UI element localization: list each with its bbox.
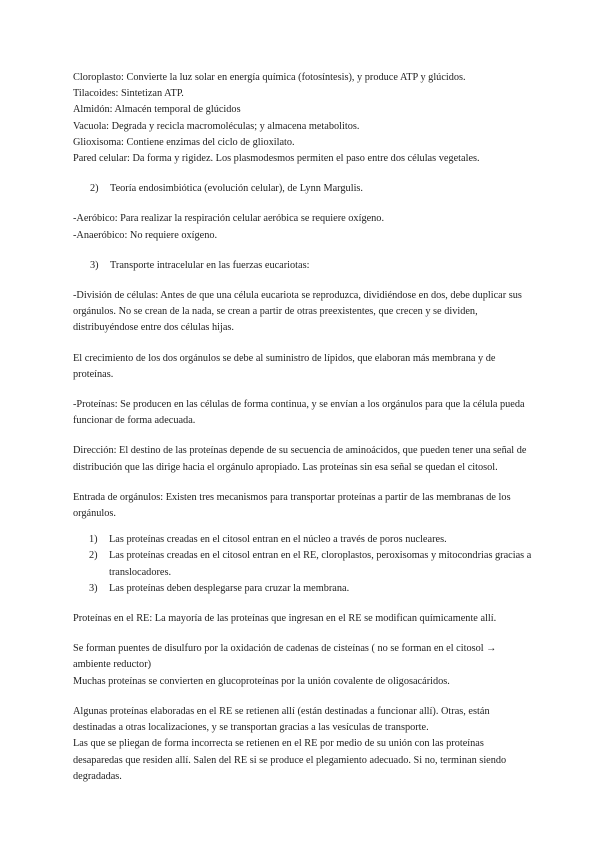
paragraph-retenidas: Algunas proteínas elaboradas en el RE se retienen allí (están destinadas a funcionar allí). Otras, están destinadas a otras localizaciones, y se transportan gracias a las vesículas de transporte. (73, 705, 490, 734)
paragraph-proteinas: -Proteínas: Se producen en las células de forma continua, y se envían a los orgánulos para que la célula pueda funcionar de forma adecuada. (73, 399, 525, 427)
list-item (89, 548, 533, 580)
list-item-number: 1) (89, 534, 98, 546)
document-page (73, 70, 533, 785)
section-number: 2) (90, 183, 99, 195)
text-line-vacuola: Vacuola: Degrada y recicla macromoléculas; y almacena metabolitos. (73, 120, 360, 132)
paragraph-crecimiento: El crecimiento de los dos orgánulos se debe al suministro de lípidos, que elaboran más membrana y de proteínas. (73, 352, 496, 380)
list-item-text: Las proteínas deben desplegarse para cruzar la membrana. (109, 582, 350, 594)
paragraph-pliegan: Las que se pliegan de forma incorrecta se retienen en el RE por medio de su unión con las proteínas desaparedas que residen allí. Salen del RE si se produce el plegamiento adecuado. Si no, terminan siendo degradadas. (73, 738, 507, 782)
paragraph-entrada: Entrada de orgánulos: Existen tres mecanismos para transportar proteínas a partir de las membranas de los orgánulos. (73, 491, 511, 520)
section-number: 3) (90, 259, 99, 271)
list-item (89, 532, 533, 548)
text-line-cloroplasto: Cloroplasto: Convierte la luz solar en energía química (fotosíntesis), y produce ATP y glúcidos. (73, 72, 466, 83)
text-line-almidon: Almidón: Almacén temporal de glúcidos (73, 104, 241, 116)
list-item (89, 581, 533, 597)
list-item-number: 3) (89, 582, 98, 594)
text-line-anaerobico: -Anaeróbico: No requiere oxígeno. (73, 229, 218, 241)
section-heading-3 (90, 258, 533, 274)
organelle-definitions (73, 70, 533, 167)
section-title: Transporte intracelular en las fuerzas eucariotas: (110, 259, 310, 271)
list-item-text: Las proteínas creadas en el citosol entran en el núcleo a través de poros nucleares. (109, 534, 447, 546)
paragraph-puentes-disulfuro: Se forman puentes de disulfuro por la oxidación de cadenas de cisteínas ( no se forman en el citosol → ambiente reductor) (73, 643, 497, 671)
paragraph-division: -División de células: Antes de que una célula eucariota se reproduzca, dividiéndose en dos, debe duplicar sus orgánulos. No se crean de la nada, se crean a partir de otras preexistentes, que crecen y se dividen, distribuyéndose entre dos células hijas. (73, 290, 522, 334)
text-line-glioxisoma: Glioxisoma: Contiene enzimas del ciclo de glioxilato. (73, 136, 295, 148)
section-title: Teoría endosimbiótica (evolución celular), de Lynn Margulis. (110, 183, 364, 195)
paragraph-direccion: Dirección: El destino de las proteínas depende de su secuencia de aminoácidos, que pueden tener una señal de distribución que las dirige hacia el orgánulo apropiado. Las proteínas sin esa señal se quedan el citosol. (73, 445, 527, 473)
text-line-tilacoides: Tilacoides: Sintetizan ATP. (73, 88, 184, 100)
paragraph-proteinas-re: Proteínas en el RE: La mayoría de las proteínas que ingresan en el RE se modifican químicamente allí. (73, 613, 497, 625)
mechanism-list (73, 532, 533, 597)
list-item-number: 2) (89, 550, 98, 562)
text-line-aerobico: -Aeróbico: Para realizar la respiración celular aeróbica se requiere oxígeno. (73, 213, 385, 225)
respiration-types (73, 211, 533, 243)
list-item-text: Las proteínas creadas en el citosol entran en el RE, cloroplastos, peroxisomas y mitocondrias gracias a translocadores. (109, 550, 532, 578)
section-heading-2 (90, 181, 533, 197)
text-line-pared-celular: Pared celular: Da forma y rigidez. Los plasmodesmos permiten el paso entre dos células vegetales. (73, 153, 480, 165)
paragraph-glucoproteinas: Muchas proteínas se convierten en glucoproteínas por la unión covalente de oligosacáridos. (73, 675, 450, 687)
